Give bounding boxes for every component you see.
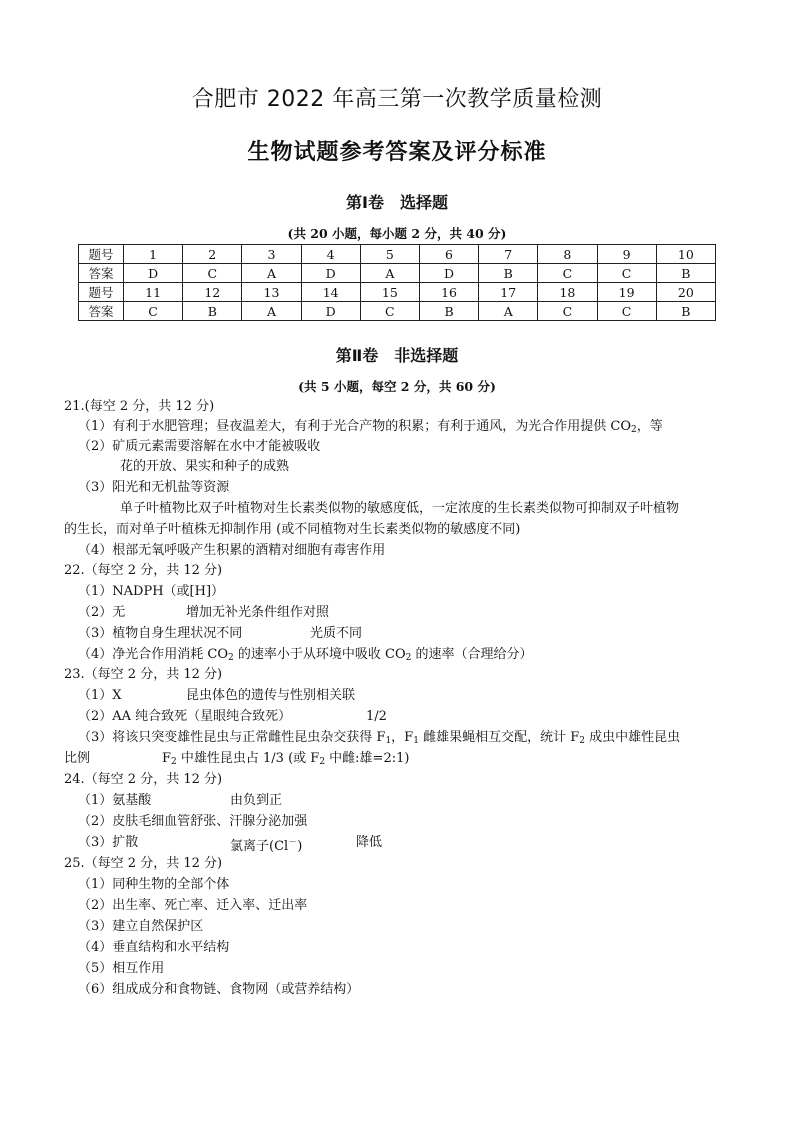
section2-heading: 第Ⅱ卷 非选择题 <box>335 346 459 365</box>
q24-answer-3c: 降低 <box>356 835 383 850</box>
question-number: 5 <box>360 245 419 264</box>
question-number: 10 <box>656 245 715 264</box>
answer-letter: A <box>360 264 419 283</box>
q23-answer-2: （2）AA 纯合致死（星眼纯合致死） <box>78 709 292 724</box>
q25-answer-5: （5）相互作用 <box>78 961 165 976</box>
question-number: 11 <box>124 283 183 302</box>
question-number: 17 <box>479 283 538 302</box>
answer-letter: C <box>538 302 597 321</box>
q22-answer-2: （2）无 <box>78 605 126 620</box>
q21-answer-3c: 的生长，而对单子叶植株无抑制作用 (或不同植物对生长素类似物的敏感度不同) <box>64 522 521 537</box>
question-number: 7 <box>479 245 538 264</box>
q25-answer-3: （3）建立自然保护区 <box>78 919 204 934</box>
section1-heading: 第Ⅰ卷 选择题 <box>346 193 448 212</box>
answer-letter: B <box>656 264 715 283</box>
answer-letter: A <box>242 302 301 321</box>
q24-answer-2: （2）皮肤毛细血管舒张、汗腺分泌加强 <box>78 814 308 829</box>
row-label: 答案 <box>79 264 124 283</box>
q21-answer-2b: 花的开放、果实和种子的成熟 <box>120 459 290 474</box>
question-number: 2 <box>183 245 242 264</box>
answer-table <box>78 244 716 321</box>
q23-answer-3b: 比例 <box>64 751 91 766</box>
question-number: 20 <box>656 283 715 302</box>
page-subtitle: 生物试题参考答案及评分标准 <box>247 140 547 165</box>
q23-answer-1b: 昆虫体色的遗传与性别相关联 <box>186 688 356 703</box>
q25-heading: 25.（每空 2 分，共 12 分) <box>64 856 223 871</box>
answer-letter: C <box>183 264 242 283</box>
row-label: 答案 <box>79 302 124 321</box>
q22-answer-3: （3）植物自身生理状况不同 <box>78 626 243 641</box>
question-number: 9 <box>597 245 656 264</box>
answer-letter: D <box>301 302 360 321</box>
question-number: 6 <box>419 245 478 264</box>
q21-answer-1: （1）有利于水肥管理；昼夜温差大，有利于光合产物的积累；有利于通风，为光合作用提供 $CO_2$，等 <box>78 419 663 435</box>
q22-answer-4: （4）净光合作用消耗 $CO_2$ 的速率小于从环境中吸收 $CO_2$ 的速率（合理给分） <box>78 647 533 663</box>
question-number: 8 <box>538 245 597 264</box>
question-number: 14 <box>301 283 360 302</box>
answer-letter: C <box>360 302 419 321</box>
q24-answer-3: （3）扩散 <box>78 835 139 850</box>
q24-answer-1b: 由负到正 <box>230 793 283 808</box>
answer-letter: C <box>124 302 183 321</box>
answer-letter: C <box>597 264 656 283</box>
q25-answer-4: （4）垂直结构和水平结构 <box>78 940 230 955</box>
q23-answer-3c: $F_2$ 中雄性昆虫占 1/3 (或 $F_2$ 中雌:雄=2:1) <box>162 751 410 767</box>
q21-answer-3b: 单子叶植物比双子叶植物对生长素类似物的敏感度低，一定浓度的生长素类似物可抑制双子叶植物 <box>120 501 680 516</box>
q21-answer-3: （3）阳光和无机盐等资源 <box>78 480 230 495</box>
section2-note: (共 5 小题，每空 2 分，共 60 分) <box>298 379 496 394</box>
answer-letter: D <box>124 264 183 283</box>
q22-answer-1: （1）NADPH（或[H]） <box>78 584 225 599</box>
q23-answer-1: （1）X <box>78 688 122 703</box>
answer-letter: A <box>479 302 538 321</box>
q24-heading: 24.（每空 2 分，共 12 分) <box>64 772 223 787</box>
page-title: 合肥市 2022 年高三第一次教学质量检测 <box>191 87 603 112</box>
answer-letter: D <box>419 264 478 283</box>
question-number: 12 <box>183 283 242 302</box>
q22-heading: 22.（每空 2 分，共 12 分) <box>64 563 223 578</box>
question-number: 19 <box>597 283 656 302</box>
question-number: 15 <box>360 283 419 302</box>
row-label: 题号 <box>79 283 124 302</box>
row-label: 题号 <box>79 245 124 264</box>
table-row-numbers <box>79 283 716 302</box>
q23-heading: 23.（每空 2 分，共 12 分) <box>64 667 223 682</box>
answer-letter: B <box>656 302 715 321</box>
q23-answer-3: （3）将该只突变雄性昆虫与正常雌性昆虫杂交获得 $F_1$，$F_1$ 雌雄果蝇相互交配，统计 $F_2$ 成虫中雄性昆虫 <box>78 730 681 746</box>
q21-answer-2: （2）矿质元素需要溶解在水中才能被吸收 <box>78 439 321 454</box>
question-number: 16 <box>419 283 478 302</box>
table-row-answers <box>79 264 716 283</box>
q22-answer-2b: 增加无补光条件组作对照 <box>186 605 330 620</box>
answer-letter: D <box>301 264 360 283</box>
answer-letter: B <box>419 302 478 321</box>
q24-answer-1: （1）氨基酸 <box>78 793 152 808</box>
q22-answer-3b: 光质不同 <box>310 626 363 641</box>
q25-answer-2: （2）出生率、死亡率、迁入率、迁出率 <box>78 898 308 913</box>
question-number: 4 <box>301 245 360 264</box>
answer-letter: C <box>538 264 597 283</box>
question-number: 3 <box>242 245 301 264</box>
table-row-answers <box>79 302 716 321</box>
question-number: 1 <box>124 245 183 264</box>
answer-letter: A <box>242 264 301 283</box>
answer-letter: C <box>597 302 656 321</box>
answer-letter: B <box>183 302 242 321</box>
q25-answer-6: （6）组成成分和食物链、食物网（或营养结构） <box>78 982 360 997</box>
q21-answer-4: （4）根部无氧呼吸产生积累的酒精对细胞有毒害作用 <box>78 543 386 558</box>
question-number: 18 <box>538 283 597 302</box>
table-row-numbers <box>79 245 716 264</box>
section1-note: (共 20 小题，每小题 2 分，共 40 分) <box>287 226 507 241</box>
q25-answer-1: （1）同种生物的全部个体 <box>78 877 230 892</box>
question-number: 13 <box>242 283 301 302</box>
q24-answer-3b: 氯离子(Cl－) <box>230 838 303 854</box>
answer-letter: B <box>479 264 538 283</box>
q23-answer-2b: 1/2 <box>366 709 387 724</box>
q21-heading: 21.(每空 2 分，共 12 分) <box>64 399 215 414</box>
